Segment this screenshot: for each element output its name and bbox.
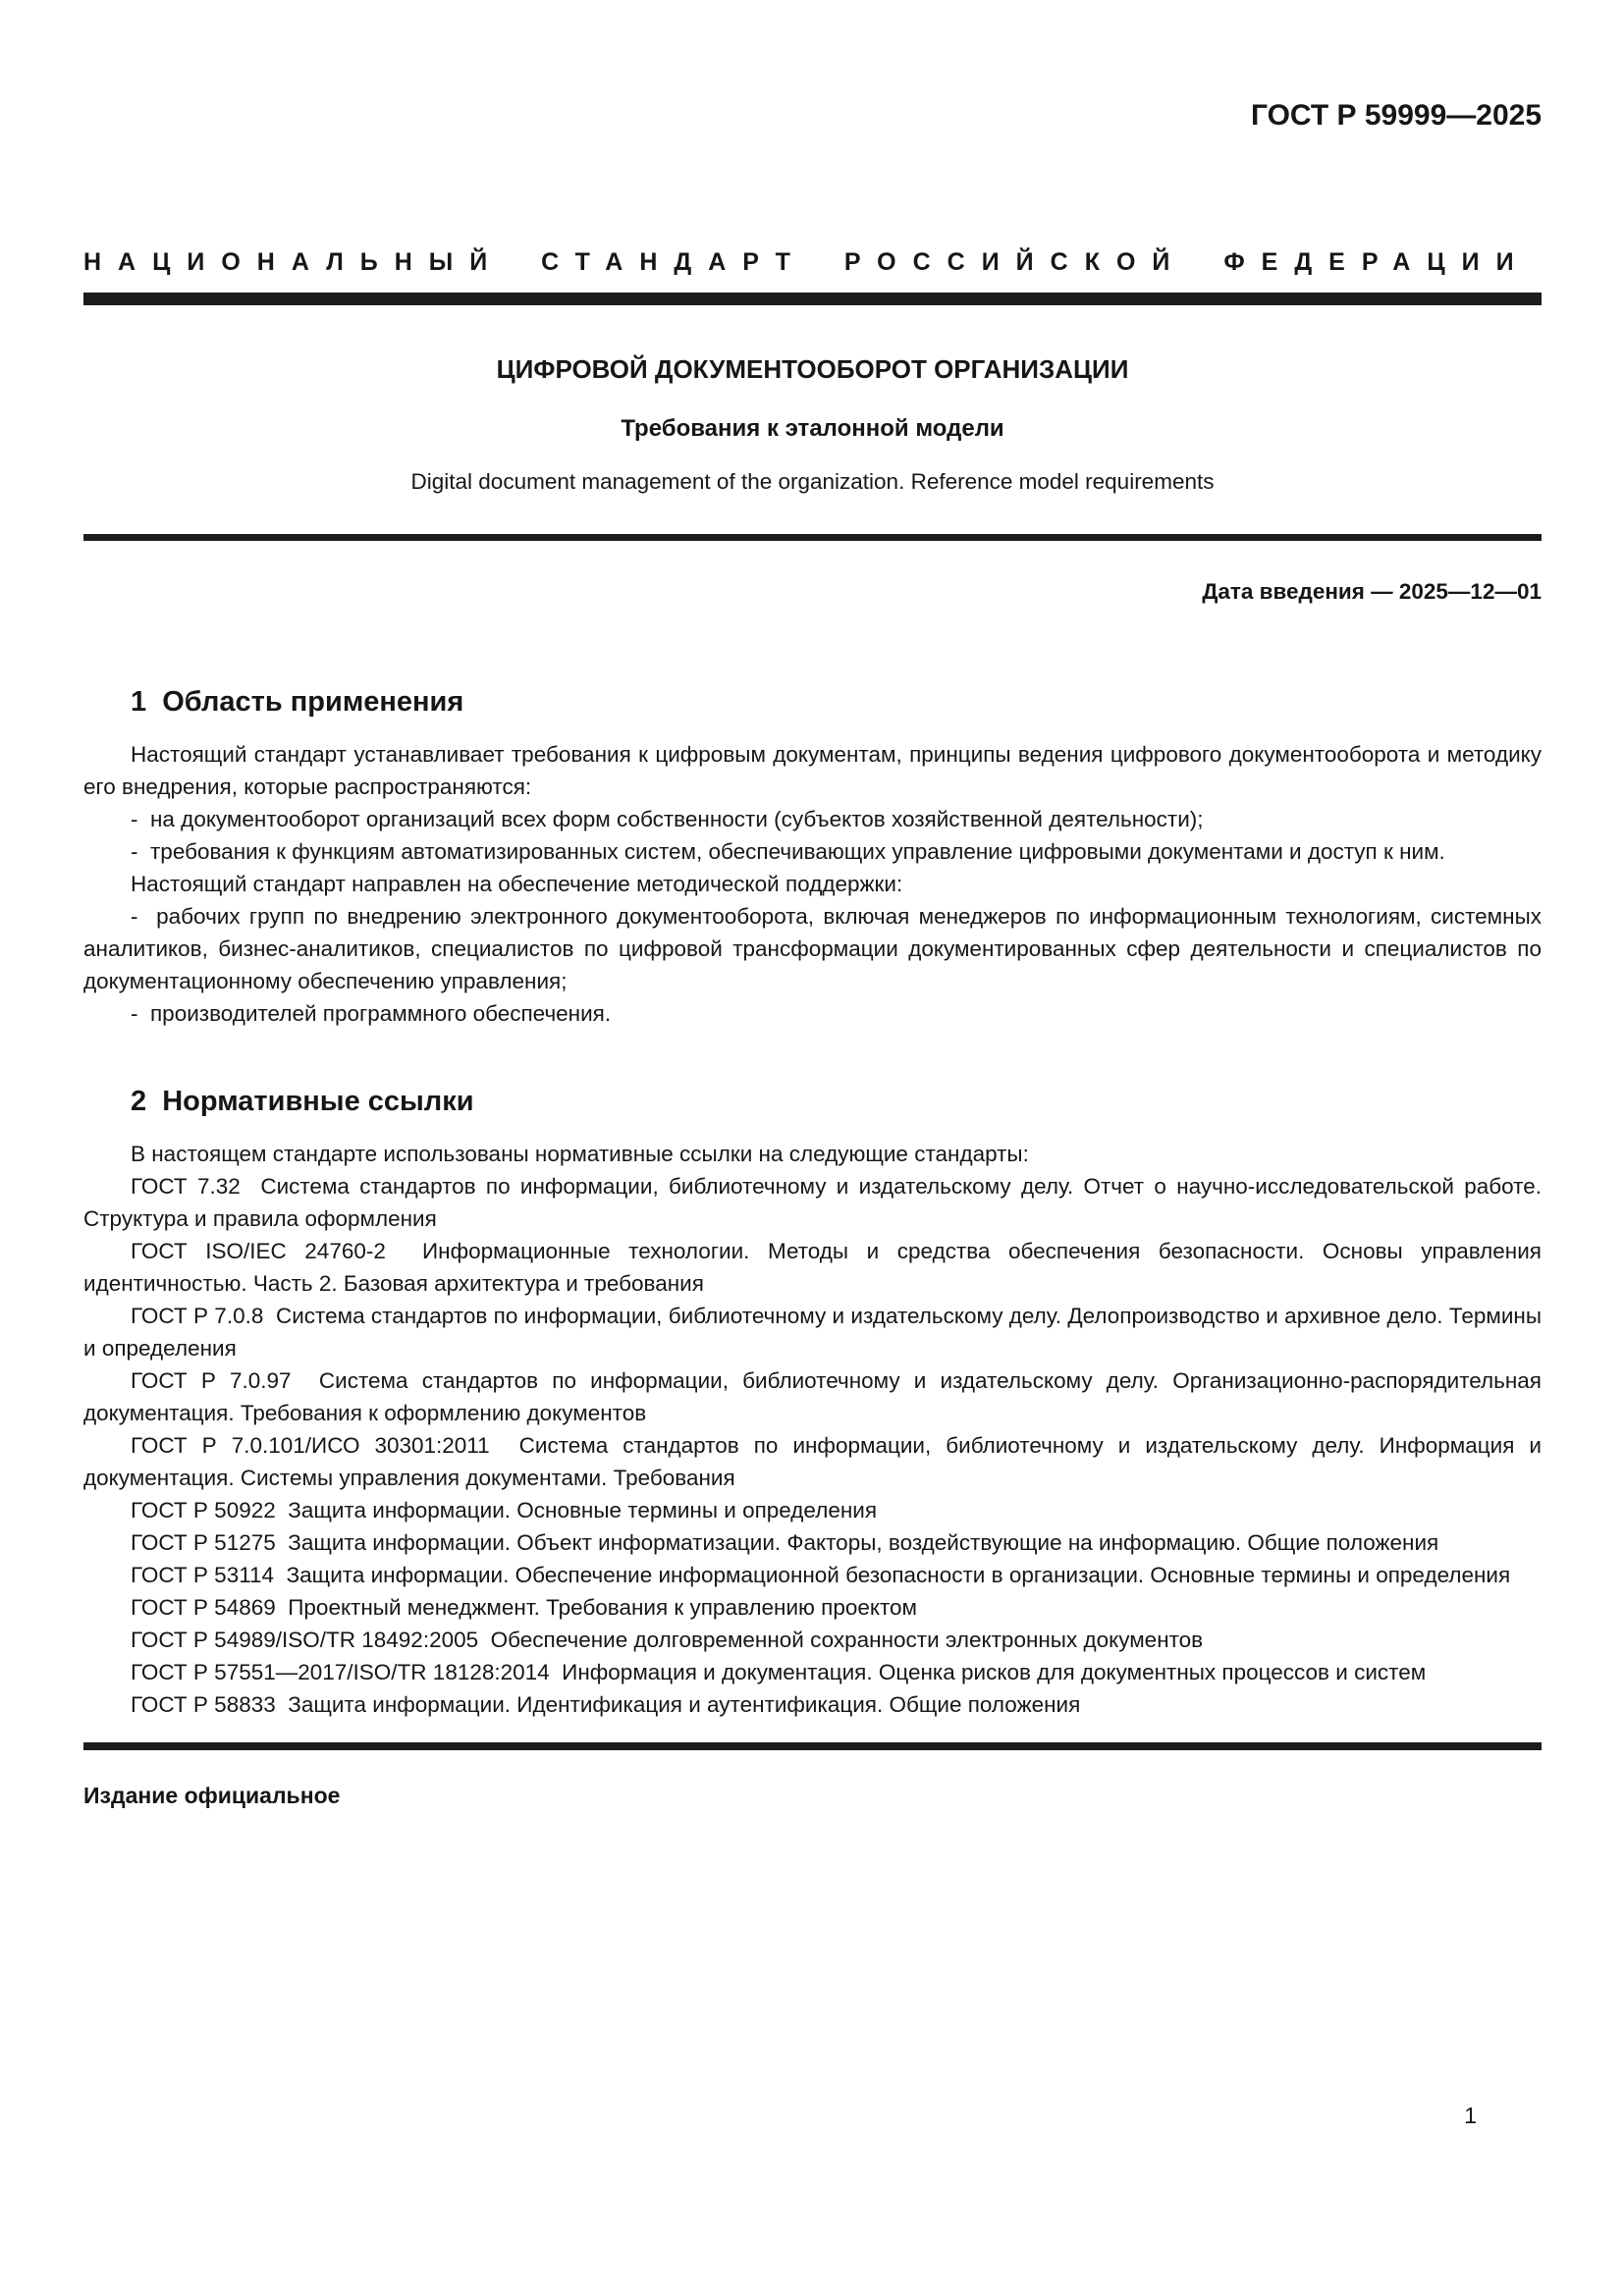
standard-reference: ГОСТ 7.32 Система стандартов по информации, библиотечному и издательскому делу. Отчет о научно-исследовательской работе. Структура и правила оформления <box>83 1174 1548 1231</box>
header-rule <box>83 293 1542 305</box>
section-2-heading: 2 Нормативные ссылки <box>131 1086 474 1117</box>
standard-reference: ГОСТ Р 53114 Защита информации. Обеспечение информационной безопасности в организации. Основные термины и определения <box>131 1563 1511 1587</box>
paragraph: - производителей программного обеспечения. <box>131 1001 612 1026</box>
doc-title-english: Digital document management of the organization. Reference model requirements <box>410 469 1215 494</box>
section-1-body <box>83 738 1548 1030</box>
section-1-heading: 1 Область применения <box>131 686 464 718</box>
paragraph: Настоящий стандарт устанавливает требования к цифровым документам, принципы ведения цифрового документооборота и методику его внедрения, которые распространяются: <box>83 742 1548 799</box>
page-number: 1 <box>1464 2103 1477 2128</box>
footer-rule <box>83 1742 1542 1750</box>
introduction-date: Дата введения — 2025—12—01 <box>1202 579 1542 604</box>
standard-reference: ГОСТ Р 51275 Защита информации. Объект информатизации. Факторы, воздействующие на информацию. Общие положения <box>131 1530 1439 1555</box>
doc-number: ГОСТ Р 59999—2025 <box>1250 99 1542 132</box>
paragraph: - рабочих групп по внедрению электронного документооборота, включая менеджеров по информационным технологиям, системных аналитиков, бизнес-аналитиков, специалистов по цифровой трансформации документированных сфер деятельности и специалистов по документационному обеспечению управления; <box>83 904 1548 993</box>
official-edition-note: Издание официальное <box>83 1783 341 1808</box>
standard-reference: ГОСТ Р 7.0.97 Система стандартов по информации, библиотечному и издательскому делу. Организационно-распорядительная документация. Требования к оформлению документов <box>83 1368 1548 1425</box>
standard-type-banner: НАЦИОНАЛЬНЫЙ СТАНДАРТ РОССИЙСКОЙ ФЕДЕРАЦИИ <box>83 248 1531 276</box>
paragraph: В настоящем стандарте использованы нормативные ссылки на следующие стандарты: <box>131 1142 1029 1166</box>
paragraph: Настоящий стандарт направлен на обеспечение методической поддержки: <box>131 872 903 896</box>
standard-reference: ГОСТ Р 54989/ISO/TR 18492:2005 Обеспечение долговременной сохранности электронных документов <box>131 1628 1204 1652</box>
section-2-body <box>83 1138 1548 1721</box>
standard-reference: ГОСТ Р 50922 Защита информации. Основные термины и определения <box>131 1498 878 1522</box>
doc-subtitle: Требования к эталонной модели <box>621 415 1004 442</box>
standard-reference: ГОСТ Р 7.0.101/ИСО 30301:2011 Система стандартов по информации, библиотечному и издательскому делу. Информация и документация. Системы управления документами. Требования <box>83 1433 1548 1490</box>
title-rule <box>83 534 1542 541</box>
standard-reference: ГОСТ ISO/IEC 24760-2 Информационные технологии. Методы и средства обеспечения безопасности. Основы управления идентичностью. Часть 2. Базовая архитектура и требования <box>83 1239 1548 1296</box>
standard-reference: ГОСТ Р 7.0.8 Система стандартов по информации, библиотечному и издательскому делу. Делопроизводство и архивное дело. Термины и определения <box>83 1304 1548 1361</box>
paragraph: - требования к функциям автоматизированных систем, обеспечивающих управление цифровыми документами и доступ к ним. <box>131 839 1445 864</box>
paragraph: - на документооборот организаций всех форм собственности (субъектов хозяйственной деятельности); <box>131 807 1204 831</box>
standard-reference: ГОСТ Р 57551—2017/ISO/TR 18128:2014 Информация и документация. Оценка рисков для документных процессов и систем <box>131 1660 1427 1684</box>
standard-reference: ГОСТ Р 58833 Защита информации. Идентификация и аутентификация. Общие положения <box>131 1692 1081 1717</box>
doc-title: ЦИФРОВОЙ ДОКУМЕНТООБОРОТ ОРГАНИЗАЦИИ <box>496 354 1129 384</box>
standard-reference: ГОСТ Р 54869 Проектный менеджмент. Требования к управлению проектом <box>131 1595 918 1620</box>
